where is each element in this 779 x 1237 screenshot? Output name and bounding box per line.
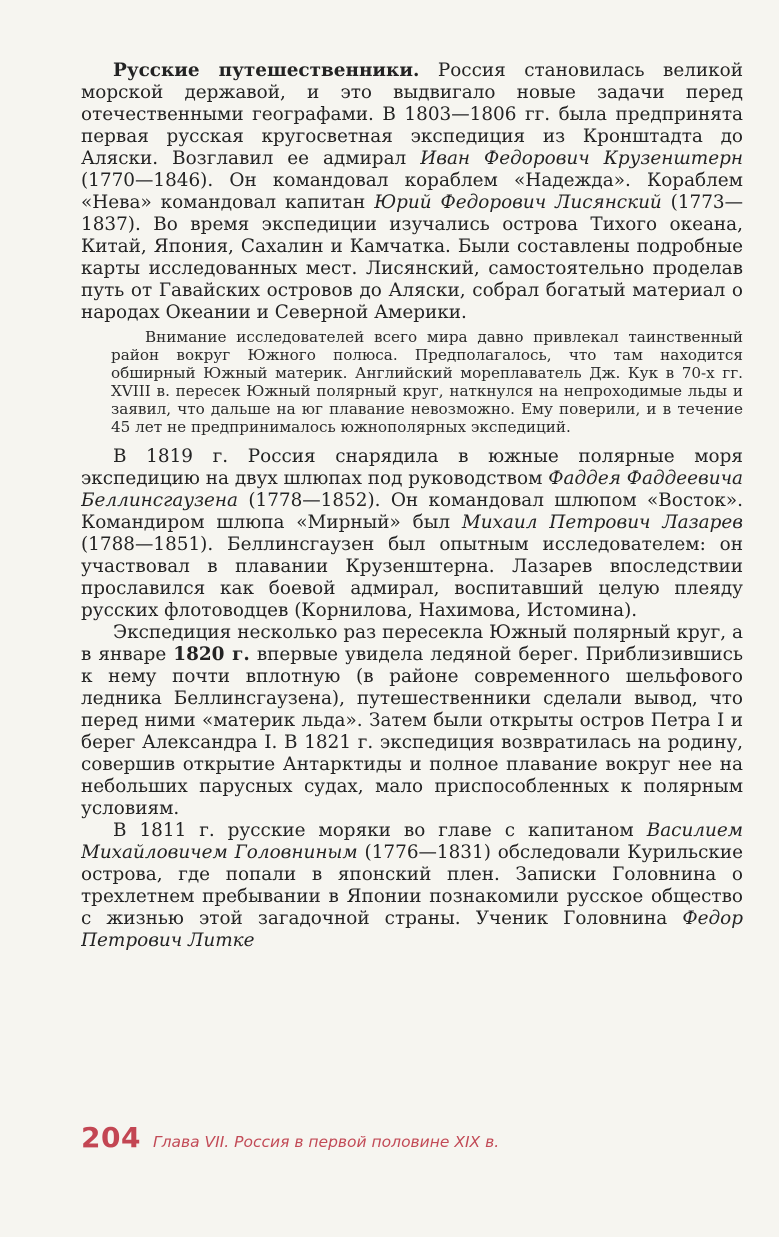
person-name: Василием Михайловичем Головниным — [81, 820, 743, 863]
text-run: Экспедиция несколько раз пересекла Южный полярный круг, а в январе — [81, 622, 743, 665]
highlighted-year: 1820 г. — [173, 644, 250, 665]
section-heading: Русские путешественники. — [113, 60, 420, 81]
chapter-title: Глава VII. Россия в первой половине XIX в. — [152, 1133, 500, 1151]
person-name: Михаил Петрович Лазарев — [461, 512, 743, 533]
paragraph-antarctica-discovery — [81, 622, 743, 820]
person-name: Фаддея Фаддеевича Беллинсгаузена — [81, 468, 743, 511]
text-run: (1770—1846). Он командовал кораблем «Надежда». Кораблем «Нева» командовал капитан — [81, 170, 743, 213]
page-footer — [81, 1121, 741, 1157]
paragraph-russian-travelers — [81, 60, 743, 324]
text-run: Россия становилась великой морской державой, и это выдвигало новые задачи перед отечественными географами. В 1803—1806 гг. была предпринята первая русская кругосветная экспедиция из Кронштадта до Аляски. Возглавил ее адмирал — [81, 60, 743, 169]
paragraph-golovnin — [81, 820, 743, 952]
text-run: (1788—1851). Беллинсгаузен был опытным исследователем: он участвовал в плавании Крузенштерна. Лазарев впоследствии прославился как боевой адмирал, воспитавший целую плеяду русских флотоводцев (Корнилова, Нахимова, Истомина). — [81, 534, 743, 621]
person-name: Иван Федорович Крузенштерн — [420, 148, 743, 169]
text-run: В 1811 г. русские моряки во главе с капитаном — [113, 820, 647, 841]
text-run: (1773—1837). Во время экспедиции изучались острова Тихого океана, Китай, Япония, Сахалин и Камчатка. Были составлены подробные карты исследованных мест. Лисянский, самостоятельно проделав путь от Гавайских островов до Аляски, собрал богатый материал о народах Океании и Северной Америки. — [81, 192, 743, 323]
text-run: впервые увидела ледяной берег. Приблизившись к нему почти вплотную (в районе современного шельфового ледника Беллинсгаузена), путешественники сделали вывод, что перед ними «материк льда». Затем были открыты остров Петра I и берег Александра I. В 1821 г. экспедиция возвратилась на родину, совершив открытие Антарктиды и полное плавание вокруг нее на небольших парусных судах, мало приспособленных к полярным условиям. — [81, 644, 743, 819]
paragraph-bellingshausen-expedition — [81, 446, 743, 622]
note-south-pole: Внимание исследователей всего мира давно привлекал таинственный район вокруг Южного полюса. Предполагалось, что там находится обширный Южный материк. Английский мореплаватель Дж. Кук в 70-х гг. XVIII в. пересек Южный полярный круг, наткнулся на непроходимые льды и заявил, что дальше на юг плавание невозможно. Ему поверили, и в течение 45 лет не предпринималось южнополярных экспедиций. — [111, 328, 743, 436]
person-name: Федор Петрович Литке — [81, 908, 743, 951]
page-body — [81, 60, 743, 1160]
text-run: В 1819 г. Россия снарядила в южные полярные моря экспедицию на двух шлюпах под руководством — [81, 446, 743, 489]
person-name: Юрий Федорович Лисянский — [374, 192, 662, 213]
text-run: (1776—1831) обследовали Курильские острова, где попали в японский плен. Записки Головнина о трехлетнем пребывании в Японии познакомили русское общество с жизнью этой загадочной страны. Ученик Головнина — [81, 842, 743, 929]
page-number: 204 — [81, 1121, 141, 1154]
text-run: (1778—1852). Он командовал шлюпом «Восток». Командиром шлюпа «Мирный» был — [81, 490, 743, 533]
